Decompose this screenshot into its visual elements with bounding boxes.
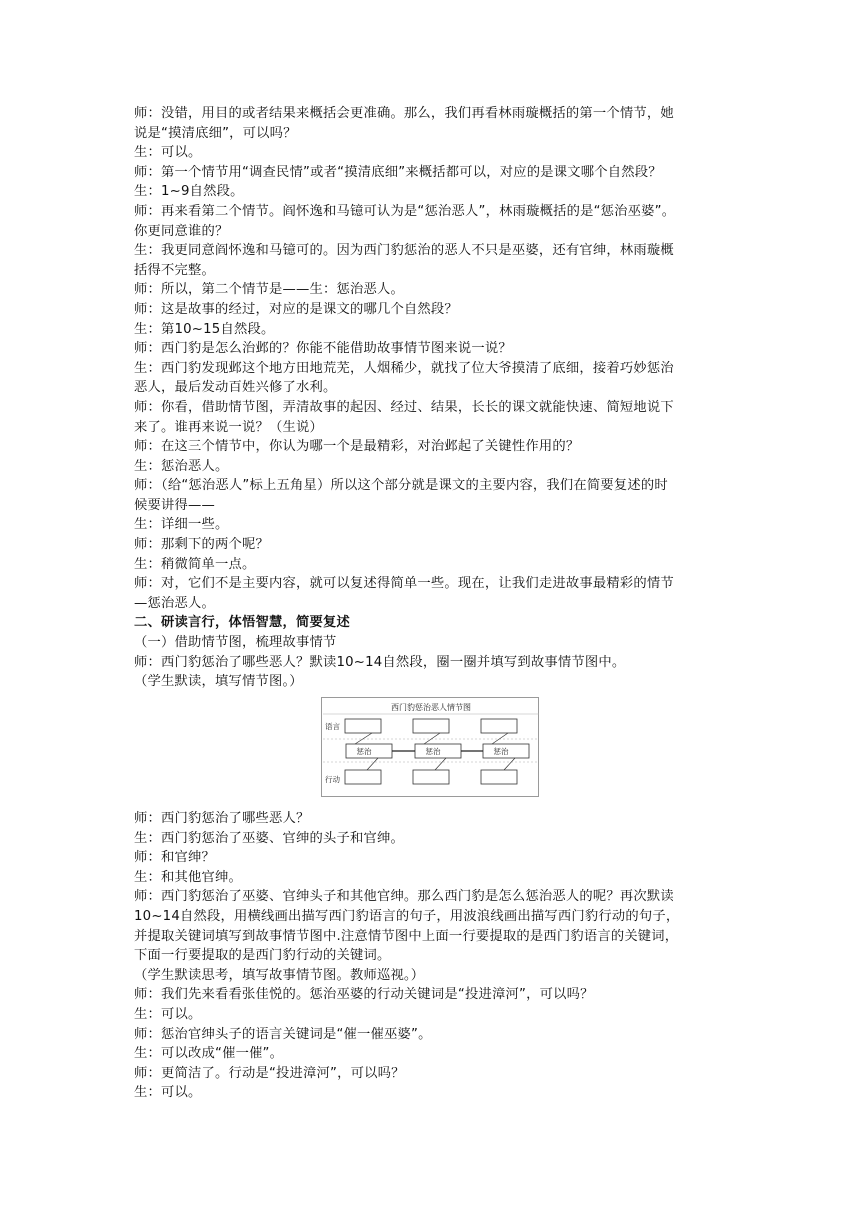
text-line: 师：和官绅？	[134, 850, 215, 866]
text-line: 恶人，最后发动百姓兴修了水利。	[134, 380, 337, 396]
text-line: 括得不完整。	[134, 262, 215, 278]
text-line: 生：第10~15自然段。	[134, 321, 275, 337]
action-box	[413, 770, 449, 784]
center-label: 惩治	[356, 747, 372, 756]
link-line	[492, 733, 508, 744]
link-line	[424, 733, 440, 744]
language-box	[413, 719, 449, 733]
text-line: 师：西门豹惩治了巫婆、官绅头子和其他官绅。那么西门豹是怎么惩治恶人的呢？再次默读	[134, 889, 674, 905]
text-line: 师：西门豹惩治了哪些恶人？默读10~14自然段，圈一圈并填写到故事情节图中。	[134, 654, 626, 670]
center-label: 惩治	[425, 747, 441, 756]
text-line: 你更同意谁的？	[134, 223, 229, 239]
text-line: （学生默读思考，填写故事情节图。教师巡视。）	[134, 967, 425, 983]
text-line: 师：（给“惩治恶人”标上五角星）所以这个部分就是课文的主要内容，我们在简要复述的时	[134, 478, 668, 494]
text-line: 师：第一个情节用“调查民情”或者“摸清底细”来概括都可以，对应的是课文哪个自然段？	[134, 164, 662, 180]
dialogue-block-upper	[134, 104, 739, 692]
text-line: 生：可以。	[134, 1006, 202, 1022]
text-line: 师：那剩下的两个呢？	[134, 537, 269, 553]
text-line: 生：西门豹发现邺这个地方田地荒芜，人烟稀少，就找了位大爷摸清了底细，接着巧妙惩治	[134, 360, 674, 376]
text-line: 并提取关键词填写到故事情节图中.注意情节图中上面一行要提取的是西门豹语言的关键词，	[134, 928, 679, 944]
text-line: 生：可以改成“催一催”。	[134, 1046, 284, 1062]
text-line: 生：可以。	[134, 145, 202, 161]
language-box	[345, 719, 381, 733]
text-line: 师：所以，第二个情节是——生：惩治恶人。	[134, 282, 404, 298]
plot-diagram	[322, 698, 540, 798]
plot-diagram-figure	[321, 697, 539, 797]
link-line	[435, 758, 446, 770]
text-line: 生：惩治恶人。	[134, 458, 229, 474]
text-line: 师：这是故事的经过，对应的是课文的哪几个自然段？	[134, 301, 458, 317]
row-label-action: 行动	[325, 775, 340, 784]
text-line: 师：你看，借助情节图，弄清故事的起因、经过、结果，长长的课文就能快速、简短地说下	[134, 399, 674, 415]
text-line: 师：惩治官绅头子的语言关键词是“催一催巫婆”。	[134, 1026, 432, 1042]
text-line: 师：对，它们不是主要内容，就可以复述得简单一些。现在，让我们走进故事最精彩的情节	[134, 576, 674, 592]
text-line: 师：再来看第二个情节。阎怀逸和马镱可认为是“惩治恶人”，林雨璇概括的是“惩治巫婆”。	[134, 203, 676, 219]
text-line: 来了。谁再来说一说？（生说）	[134, 419, 323, 435]
text-line: 师：更简洁了。行动是“投进漳河”，可以吗？	[134, 1065, 405, 1081]
text-line: 下面一行要提取的是西门豹行动的关键词。	[134, 948, 391, 964]
text-line: 生：详细一些。	[134, 517, 229, 533]
section-heading: 二、研读言行，体悟智慧，简要复述	[134, 615, 350, 631]
text-line: （学生默读，填写情节图。）	[134, 674, 303, 690]
text-line: 生：我更同意阎怀逸和马镱可的。因为西门豹惩治的恶人不只是巫婆，还有官绅，林雨璇概	[134, 243, 674, 259]
text-line: 10~14自然段，用横线画出描写西门豹语言的句子，用波浪线画出描写西门豹行动的句子，	[134, 908, 680, 924]
text-line: 生：西门豹惩治了巫婆、官绅的头子和官绅。	[134, 830, 404, 846]
text-line: 生：稍微简单一点。	[134, 556, 256, 572]
text-line: —惩治恶人。	[134, 595, 215, 611]
subsection-heading: （一）借助情节图，梳理故事情节	[134, 635, 337, 651]
text-line: 师：在这三个情节中，你认为哪一个是最精彩，对治邺起了关键性作用的？	[134, 439, 580, 455]
center-label: 惩治	[493, 747, 509, 756]
text-line: 生：和其他官绅。	[134, 869, 242, 885]
link-line	[367, 758, 378, 770]
language-box	[481, 719, 517, 733]
text-line: 师：我们先来看看张佳悦的。惩治巫婆的行动关键词是“投进漳河”，可以吗？	[134, 987, 594, 1003]
text-line: 说是“摸清底细”，可以吗？	[134, 125, 297, 141]
row-label-language: 语言	[325, 722, 340, 731]
link-line	[504, 758, 515, 770]
text-line: 师：西门豹惩治了哪些恶人？	[134, 811, 310, 826]
text-line: 生：可以。	[134, 1085, 202, 1101]
text-line: 师：西门豹是怎么治邺的？你能不能借助故事情节图来说一说？	[134, 341, 512, 357]
diagram-title: 西门豹惩治恶人情节图	[391, 703, 471, 712]
dialogue-block-lower	[134, 809, 739, 1103]
link-line	[355, 733, 372, 744]
text-line: 候要讲得——	[134, 497, 215, 513]
text-line: 生：1~9自然段。	[134, 184, 244, 200]
action-box	[481, 770, 517, 784]
action-box	[345, 770, 381, 784]
text-line: 师：没错，用目的或者结果来概括会更准确。那么，我们再看林雨璇概括的第一个情节，她	[134, 106, 674, 121]
